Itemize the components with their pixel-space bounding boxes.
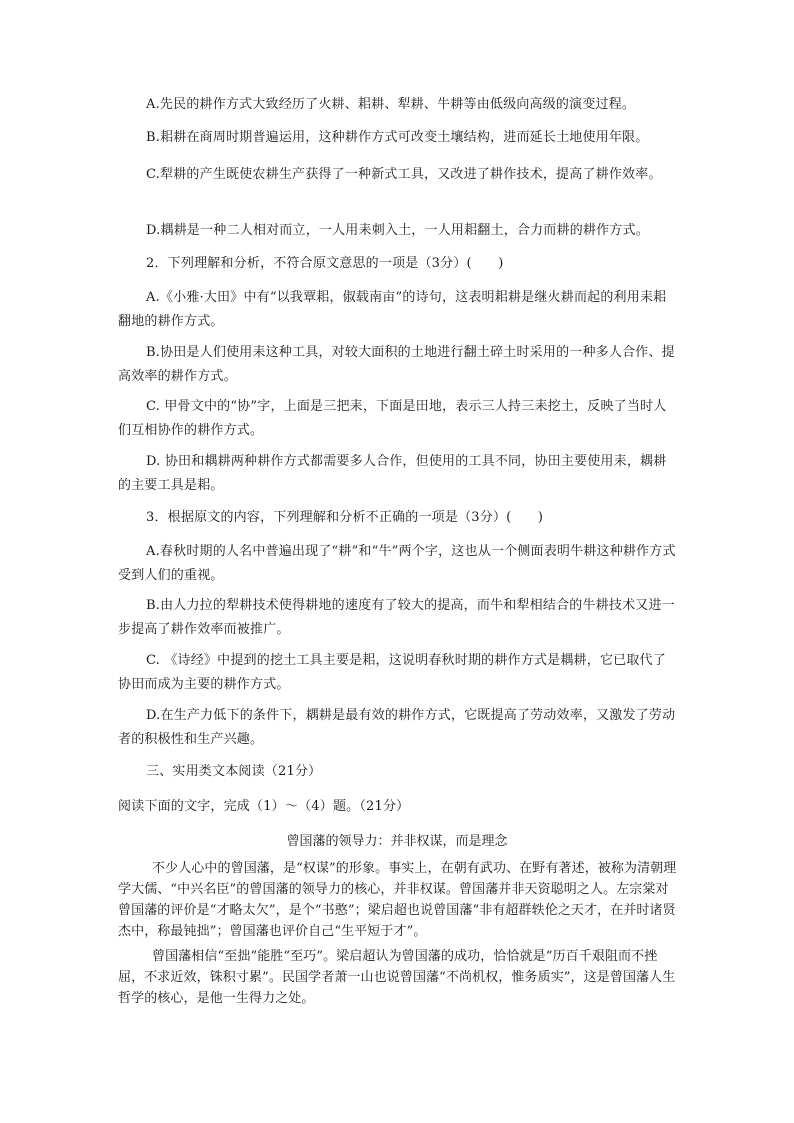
q2-option-b: B.协田是人们使用耒这种工具，对较大面积的土地进行翻土碎土时采用的一种多人合作、提高效率的耕作方式。 <box>118 345 675 384</box>
article-paragraph-2: 曾国藩相信“至拙”能胜“至巧”。梁启超认为曾国藩的成功，恰恰就是“历百千艰阻而不挫屈，不求近效，铢积寸累”。民国学者萧一山也说曾国藩“不尚机权，惟务质实”，这是曾国藩人生哲学的核心，是他一生得力之处。 <box>118 949 676 1006</box>
q2-option-c: C. 甲骨文中的“协”字，上面是三把耒，下面是田地，表示三人持三耒挖土，反映了当时人们互相协作的耕作方式。 <box>118 399 667 438</box>
q1-option-a: A.先民的耕作方式大致经历了火耕、耜耕、犁耕、牛耕等由低级向高级的演变过程。 <box>146 97 636 112</box>
q1-option-c: C.犁耕的产生既使农耕生产获得了一种新式工具，又改进了耕作技术，提高了耕作效率。 <box>146 167 662 182</box>
q2-stem: 2．下列理解和分析，不符合原文意思的一项是（3分）( ) <box>146 256 504 271</box>
q1-option-b: B.耜耕在商周时期普遍运用，这种耕作方式可改变土壤结构，进而延长土地使用年限。 <box>146 130 649 145</box>
q3-option-c: C. 《诗经》中提到的挖土工具主要是耜，这说明春秋时期的耕作方式是耦耕，它已取代了协田而成为主要的耕作方式。 <box>118 653 666 692</box>
q3-option-a: A.春秋时期的人名中普遍出现了“耕”和“牛”两个字，这也从一个侧面表明牛耕这种耕作方式受到人们的重视。 <box>118 544 676 583</box>
q3-stem: 3．根据原文的内容，下列理解和分析不正确的一项是（3分）( ) <box>146 510 544 525</box>
q2-option-a: A.《小雅·大田》中有“以我覃耜，俶载南亩”的诗句，这表明耜耕是继火耕而起的利用耒耜翻地的耕作方式。 <box>118 290 667 329</box>
section3-heading: 三、实用类文本阅读（21分） <box>146 764 322 779</box>
q1-option-d: D.耦耕是一种二人相对而立，一人用耒刺入土，一人用耜翻土，合力而耕的耕作方式。 <box>146 223 649 238</box>
article-paragraph-1: 不少人心中的曾国藩，是“权谋”的形象。事实上，在朝有武功、在野有著述，被称为清朝理学大儒、“中兴名臣”的曾国藩的领导力的核心，并非权谋。曾国藩并非天资聪明之人。左宗棠对曾国藩的评价是“才略太欠”，是个“书憨”；梁启超也说曾国藩“非有超群轶伦之天才，在并时诸贤杰中，称最钝拙”；曾国藩也评价自己“生平短于才”。 <box>118 861 677 939</box>
article-title: 曾国藩的领导力：并非权谋，而是理念 <box>286 834 508 849</box>
q2-option-d: D. 协田和耦耕两种耕作方式都需要多人合作，但使用的工具不同，协田主要使用耒，耦耕的主要工具是耜。 <box>118 454 667 493</box>
section3-instruction: 阅读下面的文字，完成（1）～（4）题。（21分） <box>118 799 410 814</box>
q3-option-b: B.由人力拉的犁耕技术使得耕地的速度有了较大的提高，而牛和犁相结合的牛耕技术又进一步提高了耕作效率而被推广。 <box>118 598 675 637</box>
q3-option-d: D.在生产力低下的条件下，耦耕是最有效的耕作方式，它既提高了劳动效率，又激发了劳动者的积极性和生产兴趣。 <box>118 708 676 747</box>
